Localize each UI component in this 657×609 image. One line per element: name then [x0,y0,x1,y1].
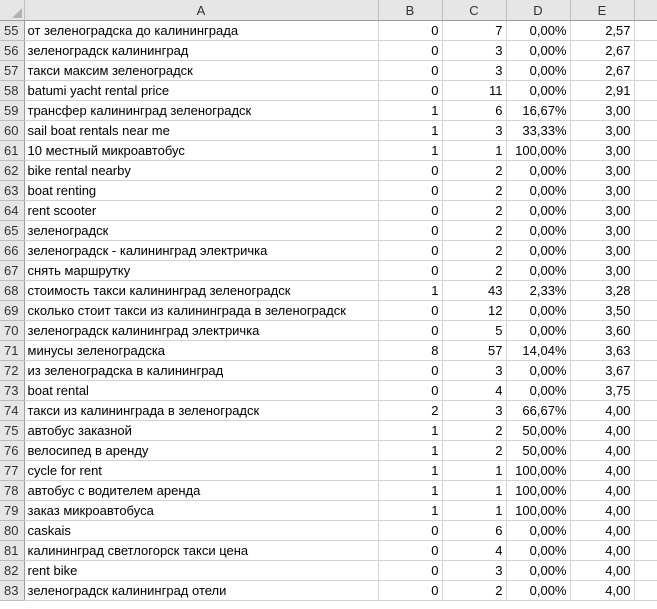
table-row [0,41,657,61]
select-all-icon [12,8,22,18]
cell-e[interactable]: 4,00 [570,521,634,541]
cell-a[interactable]: bike rental nearby [24,161,378,181]
table-row [0,581,657,601]
cell-b[interactable]: 2 [378,401,442,421]
cell-f[interactable] [634,441,657,461]
table-row [0,81,657,101]
cell-c[interactable]: 3 [442,121,506,141]
table-row [0,61,657,81]
cell-e[interactable]: 4,00 [570,481,634,501]
cell-c[interactable]: 1 [442,481,506,501]
cell-a[interactable]: калининград светлогорск такси цена [24,541,378,561]
cell-c[interactable]: 57 [442,341,506,361]
cell-e[interactable]: 4,00 [570,541,634,561]
cell-f[interactable] [634,341,657,361]
cell-a[interactable]: стоимость такси калининград зеленоградск [24,281,378,301]
cell-a[interactable]: sail boat rentals near me [24,121,378,141]
cell-c[interactable]: 1 [442,501,506,521]
cell-d[interactable]: 16,67% [506,101,570,121]
cell-d[interactable]: 100,00% [506,461,570,481]
cell-f[interactable] [634,281,657,301]
table-row [0,321,657,341]
cell-d[interactable]: 100,00% [506,481,570,501]
cell-e[interactable]: 3,00 [570,121,634,141]
row-number-header[interactable]: 80 [0,521,24,541]
cell-d[interactable]: 0,00% [506,241,570,261]
column-header-a[interactable]: A [24,0,378,21]
cell-f[interactable] [634,241,657,261]
cell-a[interactable]: cycle for rent [24,461,378,481]
cell-e[interactable]: 3,60 [570,321,634,341]
cell-e[interactable]: 3,67 [570,361,634,381]
cell-c[interactable]: 2 [442,201,506,221]
cell-c[interactable]: 2 [442,181,506,201]
cell-a[interactable]: rent scooter [24,201,378,221]
row-number-header[interactable]: 58 [0,81,24,101]
cell-f[interactable] [634,321,657,341]
cell-e[interactable]: 3,00 [570,101,634,121]
cell-c[interactable]: 3 [442,361,506,381]
cell-f[interactable] [634,361,657,381]
cell-a[interactable]: такси из калининграда в зеленоградск [24,401,378,421]
cell-d[interactable]: 0,00% [506,361,570,381]
cell-b[interactable]: 1 [378,481,442,501]
cell-d[interactable]: 0,00% [506,581,570,601]
cell-d[interactable]: 0,00% [506,41,570,61]
row-number-header[interactable]: 60 [0,121,24,141]
row-number-header[interactable]: 78 [0,481,24,501]
cell-b[interactable]: 0 [378,381,442,401]
cell-d[interactable]: 0,00% [506,161,570,181]
cell-a[interactable]: велосипед в аренду [24,441,378,461]
cell-b[interactable]: 0 [378,201,442,221]
cell-d[interactable]: 0,00% [506,81,570,101]
row-number-header[interactable]: 69 [0,301,24,321]
cell-c[interactable]: 6 [442,101,506,121]
table-row [0,441,657,461]
cell-a[interactable]: зеленоградск - калининград электричка [24,241,378,261]
cell-b[interactable]: 0 [378,161,442,181]
cell-b[interactable]: 1 [378,121,442,141]
row-number-header[interactable]: 61 [0,141,24,161]
table-body [0,21,657,601]
cell-e[interactable]: 3,28 [570,281,634,301]
row-number-header[interactable]: 76 [0,441,24,461]
cell-b[interactable]: 1 [378,441,442,461]
cell-e[interactable]: 3,63 [570,341,634,361]
cell-e[interactable]: 3,00 [570,241,634,261]
cell-b[interactable]: 0 [378,221,442,241]
cell-a[interactable]: boat renting [24,181,378,201]
cell-f[interactable] [634,301,657,321]
cell-e[interactable]: 2,67 [570,41,634,61]
cell-d[interactable]: 50,00% [506,441,570,461]
cell-c[interactable]: 2 [442,441,506,461]
cell-c[interactable]: 6 [442,521,506,541]
cell-b[interactable]: 0 [378,301,442,321]
cell-b[interactable]: 0 [378,321,442,341]
column-header-e[interactable]: E [570,0,634,21]
cell-b[interactable]: 0 [378,541,442,561]
cell-e[interactable]: 3,00 [570,201,634,221]
cell-f[interactable] [634,141,657,161]
cell-b[interactable]: 1 [378,281,442,301]
cell-b[interactable]: 0 [378,521,442,541]
row-number-header[interactable]: 62 [0,161,24,181]
column-header-row [0,0,657,21]
cell-e[interactable]: 4,00 [570,461,634,481]
cell-c[interactable]: 43 [442,281,506,301]
column-header-b[interactable]: B [378,0,442,21]
cell-f[interactable] [634,61,657,81]
cell-c[interactable]: 3 [442,401,506,421]
table-row [0,421,657,441]
cell-b[interactable]: 0 [378,261,442,281]
cell-a[interactable]: зеленоградск калининград электричка [24,321,378,341]
cell-c[interactable]: 4 [442,541,506,561]
cell-e[interactable]: 3,00 [570,261,634,281]
cell-f[interactable] [634,261,657,281]
row-number-header[interactable]: 64 [0,201,24,221]
cell-b[interactable]: 1 [378,421,442,441]
cell-d[interactable]: 0,00% [506,221,570,241]
cell-e[interactable]: 3,00 [570,181,634,201]
cell-d[interactable]: 14,04% [506,341,570,361]
cell-f[interactable] [634,21,657,41]
cell-a[interactable]: из зеленоградска в калининград [24,361,378,381]
cell-c[interactable]: 2 [442,221,506,241]
cell-f[interactable] [634,521,657,541]
cell-f[interactable] [634,581,657,601]
cell-a[interactable]: зеленоградск [24,221,378,241]
column-header-d[interactable]: D [506,0,570,21]
cell-d[interactable]: 0,00% [506,261,570,281]
cell-e[interactable]: 3,50 [570,301,634,321]
table-row [0,561,657,581]
cell-e[interactable]: 4,00 [570,561,634,581]
cell-d[interactable]: 2,33% [506,281,570,301]
cell-c[interactable]: 1 [442,461,506,481]
cell-c[interactable]: 5 [442,321,506,341]
cell-f[interactable] [634,541,657,561]
cell-c[interactable]: 2 [442,421,506,441]
cell-e[interactable]: 3,00 [570,221,634,241]
cell-d[interactable]: 50,00% [506,421,570,441]
cell-f[interactable] [634,481,657,501]
cell-e[interactable]: 4,00 [570,441,634,461]
cell-b[interactable]: 1 [378,461,442,481]
cell-a[interactable]: зеленоградск калининград [24,41,378,61]
table-row [0,521,657,541]
cell-e[interactable]: 3,75 [570,381,634,401]
table-row [0,541,657,561]
cell-a[interactable]: сколько стоит такси из калининграда в зеленоградск [24,301,378,321]
table-row [0,281,657,301]
row-number-header[interactable]: 75 [0,421,24,441]
table-row [0,21,657,41]
cell-a[interactable]: автобус с водителем аренда [24,481,378,501]
cell-b[interactable]: 0 [378,581,442,601]
row-number-header[interactable]: 67 [0,261,24,281]
row-number-header[interactable]: 63 [0,181,24,201]
cell-d[interactable]: 100,00% [506,141,570,161]
row-number-header[interactable]: 70 [0,321,24,341]
cell-d[interactable]: 0,00% [506,181,570,201]
cell-e[interactable]: 3,00 [570,141,634,161]
cell-c[interactable]: 2 [442,581,506,601]
row-number-header[interactable]: 55 [0,21,24,41]
table-row [0,341,657,361]
row-number-header[interactable]: 73 [0,381,24,401]
row-number-header[interactable]: 77 [0,461,24,481]
cell-c[interactable]: 7 [442,21,506,41]
table-row [0,501,657,521]
cell-e[interactable]: 4,00 [570,501,634,521]
cell-d[interactable]: 0,00% [506,561,570,581]
column-header-c[interactable]: C [442,0,506,21]
cell-c[interactable]: 11 [442,81,506,101]
row-number-header[interactable]: 66 [0,241,24,261]
table-row [0,401,657,421]
cell-b[interactable]: 0 [378,561,442,581]
row-number-header[interactable]: 65 [0,221,24,241]
cell-d[interactable]: 100,00% [506,501,570,521]
row-number-header[interactable]: 79 [0,501,24,521]
cell-a[interactable]: такси максим зеленоградск [24,61,378,81]
cell-b[interactable]: 1 [378,101,442,121]
cell-b[interactable]: 0 [378,361,442,381]
cell-d[interactable]: 66,67% [506,401,570,421]
cell-f[interactable] [634,181,657,201]
cell-e[interactable]: 2,67 [570,61,634,81]
cell-f[interactable] [634,121,657,141]
cell-f[interactable] [634,381,657,401]
cell-d[interactable]: 0,00% [506,21,570,41]
table-row [0,301,657,321]
cell-c[interactable]: 3 [442,61,506,81]
cell-c[interactable]: 3 [442,41,506,61]
column-header-f[interactable] [634,0,657,21]
row-number-header[interactable]: 56 [0,41,24,61]
cell-f[interactable] [634,401,657,421]
cell-b[interactable]: 1 [378,141,442,161]
table-row [0,481,657,501]
cell-a[interactable]: batumi yacht rental price [24,81,378,101]
cell-f[interactable] [634,561,657,581]
cell-e[interactable]: 4,00 [570,581,634,601]
table-row [0,121,657,141]
cell-e[interactable]: 4,00 [570,401,634,421]
row-number-header[interactable]: 72 [0,361,24,381]
cell-a[interactable]: снять маршрутку [24,261,378,281]
cell-a[interactable]: зеленоградск калининград отели [24,581,378,601]
cell-b[interactable]: 0 [378,81,442,101]
table-row [0,161,657,181]
cell-c[interactable]: 2 [442,261,506,281]
row-number-header[interactable]: 81 [0,541,24,561]
table-row [0,461,657,481]
cell-f[interactable] [634,101,657,121]
cell-e[interactable]: 2,91 [570,81,634,101]
row-number-header[interactable]: 74 [0,401,24,421]
cell-d[interactable]: 33,33% [506,121,570,141]
cell-f[interactable] [634,41,657,61]
cell-d[interactable]: 0,00% [506,521,570,541]
cell-a[interactable]: 10 местный микроавтобус [24,141,378,161]
cell-c[interactable]: 2 [442,161,506,181]
cell-e[interactable]: 4,00 [570,421,634,441]
cell-a[interactable]: rent bike [24,561,378,581]
cell-d[interactable]: 0,00% [506,301,570,321]
cell-d[interactable]: 0,00% [506,321,570,341]
row-number-header[interactable]: 82 [0,561,24,581]
cell-c[interactable]: 3 [442,561,506,581]
cell-a[interactable]: заказ микроавтобуса [24,501,378,521]
cell-a[interactable]: трансфер калининград зеленоградск [24,101,378,121]
cell-b[interactable]: 0 [378,61,442,81]
cell-f[interactable] [634,81,657,101]
cell-c[interactable]: 4 [442,381,506,401]
cell-d[interactable]: 0,00% [506,541,570,561]
row-number-header[interactable]: 57 [0,61,24,81]
table-row [0,101,657,121]
cell-f[interactable] [634,461,657,481]
cell-f[interactable] [634,421,657,441]
row-number-header[interactable]: 71 [0,341,24,361]
select-all-corner[interactable] [0,0,24,21]
cell-a[interactable]: boat rental [24,381,378,401]
cell-e[interactable]: 3,00 [570,161,634,181]
cell-b[interactable]: 8 [378,341,442,361]
table-row [0,241,657,261]
cell-a[interactable]: caskais [24,521,378,541]
table-row [0,361,657,381]
cell-f[interactable] [634,201,657,221]
cell-a[interactable]: минусы зеленоградска [24,341,378,361]
cell-b[interactable]: 0 [378,21,442,41]
cell-c[interactable]: 1 [442,141,506,161]
row-number-header[interactable]: 83 [0,581,24,601]
cell-f[interactable] [634,161,657,181]
cell-d[interactable]: 0,00% [506,381,570,401]
table-row [0,381,657,401]
table-row [0,221,657,241]
cell-b[interactable]: 0 [378,41,442,61]
cell-e[interactable]: 2,57 [570,21,634,41]
table-row [0,201,657,221]
cell-d[interactable]: 0,00% [506,61,570,81]
cell-b[interactable]: 0 [378,241,442,261]
cell-d[interactable]: 0,00% [506,201,570,221]
cell-c[interactable]: 2 [442,241,506,261]
cell-f[interactable] [634,501,657,521]
row-number-header[interactable]: 59 [0,101,24,121]
table-row [0,261,657,281]
row-number-header[interactable]: 68 [0,281,24,301]
cell-a[interactable]: автобус заказной [24,421,378,441]
table-row [0,141,657,161]
cell-c[interactable]: 12 [442,301,506,321]
cell-b[interactable]: 0 [378,181,442,201]
cell-f[interactable] [634,221,657,241]
cell-a[interactable]: от зеленоградска до калининграда [24,21,378,41]
cell-b[interactable]: 1 [378,501,442,521]
table-row [0,181,657,201]
